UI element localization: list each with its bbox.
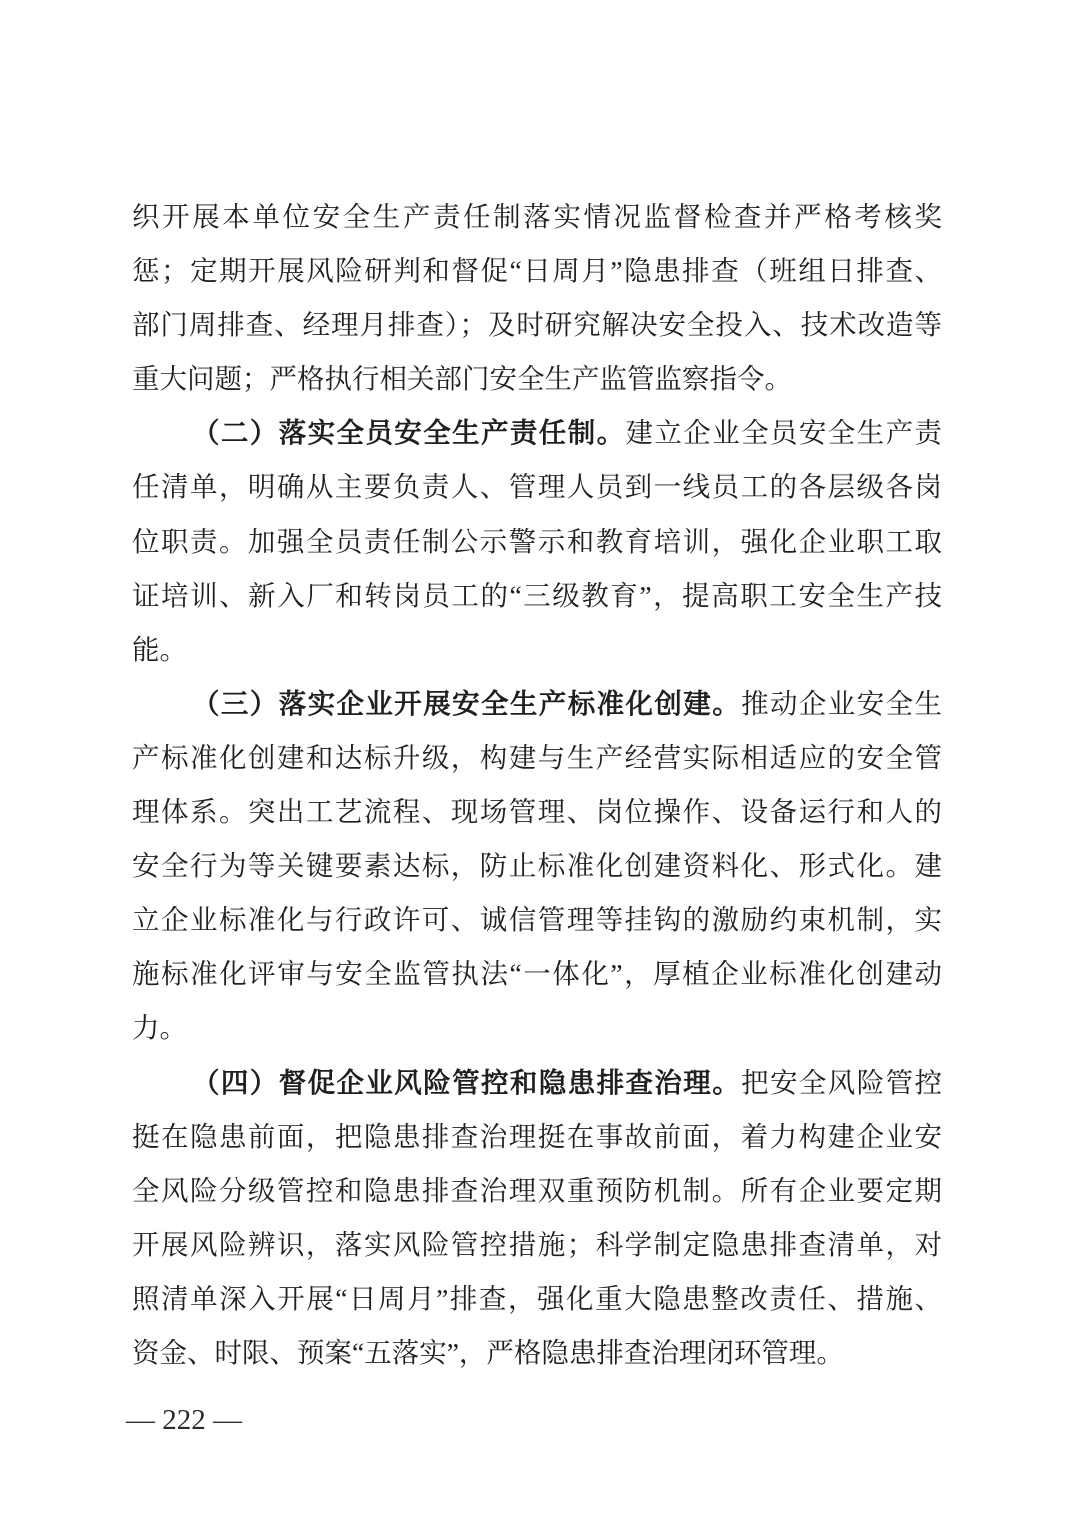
text-line — [132, 569, 942, 623]
text-line — [132, 1164, 942, 1218]
paragraph-continuation — [132, 190, 942, 406]
text-line — [132, 1056, 942, 1110]
body-text-segment: 施标准化评审与安全监管执法“一体化”，厚植企业标准化创建动 — [132, 958, 942, 990]
body-text-segment: 安全行为等关键要素达标，防止标准化创建资料化、形式化。建 — [132, 850, 942, 882]
section-heading: （三）落实企业开展安全生产标准化创建。 — [192, 687, 742, 719]
body-text-segment: 建立企业全员安全生产责 — [625, 417, 942, 449]
text-line — [132, 352, 942, 406]
body-text-segment: 任清单，明确从主要负责人、管理人员到一线员工的各层级各岗 — [132, 471, 942, 503]
text-line — [132, 785, 942, 839]
text-line — [132, 731, 942, 785]
body-text-segment: 织开展本单位安全生产责任制落实情况监督检查并严格考核奖 — [132, 201, 942, 232]
section-heading: （二）落实全员安全生产责任制。 — [192, 417, 626, 449]
body-text-segment: 产标准化创建和达标升级，构建与生产经营实际相适应的安全管 — [132, 741, 942, 773]
body-text-segment: 挺在隐患前面，把隐患排查治理挺在事故前面，着力构建企业安 — [132, 1120, 942, 1152]
body-text-segment: 能。 — [132, 633, 187, 665]
text-line — [132, 298, 942, 352]
text-line — [132, 623, 942, 677]
text-line — [132, 1218, 942, 1272]
text-line — [132, 244, 942, 298]
body-text-segment: 全风险分级管控和隐患排查治理双重预防机制。所有企业要定期 — [132, 1174, 942, 1206]
body-text-segment: 立企业标准化与行政许可、诚信管理等挂钩的激励约束机制，实 — [132, 904, 942, 936]
text-line — [132, 1272, 942, 1326]
body-text-segment: 把安全风险管控 — [741, 1066, 943, 1098]
document-body — [132, 190, 942, 1380]
text-line — [132, 406, 942, 460]
body-text-segment: 开展风险辨识，落实风险管控措施；科学制定隐患排查清单，对 — [132, 1228, 942, 1260]
body-text-segment: 理体系。突出工艺流程、现场管理、岗位操作、设备运行和人的 — [132, 796, 942, 828]
section-heading: （四）督促企业风险管控和隐患排查治理。 — [192, 1066, 742, 1098]
text-line — [132, 1001, 942, 1055]
text-line — [132, 1326, 942, 1380]
text-line — [132, 893, 942, 947]
body-text-segment: 证培训、新入厂和转岗员工的“三级教育”，提高职工安全生产技 — [132, 579, 942, 611]
text-line — [132, 1110, 942, 1164]
body-text-segment: 重大问题；严格执行相关部门安全生产监管监察指令。 — [132, 363, 792, 395]
text-line — [132, 947, 942, 1001]
body-text-segment: 推动企业安全生 — [741, 687, 943, 719]
body-text-segment: 照清单深入开展“日周月”排查，强化重大隐患整改责任、措施、 — [132, 1282, 942, 1314]
body-text-segment: 力。 — [132, 1012, 187, 1044]
text-line — [132, 677, 942, 731]
paragraph-section-3 — [132, 677, 942, 1056]
body-text-segment: 位职责。加强全员责任制公示警示和教育培训，强化企业职工取 — [132, 525, 942, 557]
text-line — [132, 515, 942, 569]
text-line — [132, 190, 942, 244]
body-text-segment: 部门周排查、经理月排查）；及时研究解决安全投入、技术改造等 — [132, 309, 942, 341]
paragraph-section-4 — [132, 1056, 942, 1381]
text-line — [132, 839, 942, 893]
page-number: — 222 — — [126, 1404, 242, 1436]
paragraph-section-2 — [132, 406, 942, 676]
text-line — [132, 460, 942, 514]
body-text-segment: 惩；定期开展风险研判和督促“日周月”隐患排查（班组日排查、 — [132, 255, 942, 287]
body-text-segment: 资金、时限、预案“五落实”，严格隐患排查治理闭环管理。 — [132, 1336, 844, 1368]
